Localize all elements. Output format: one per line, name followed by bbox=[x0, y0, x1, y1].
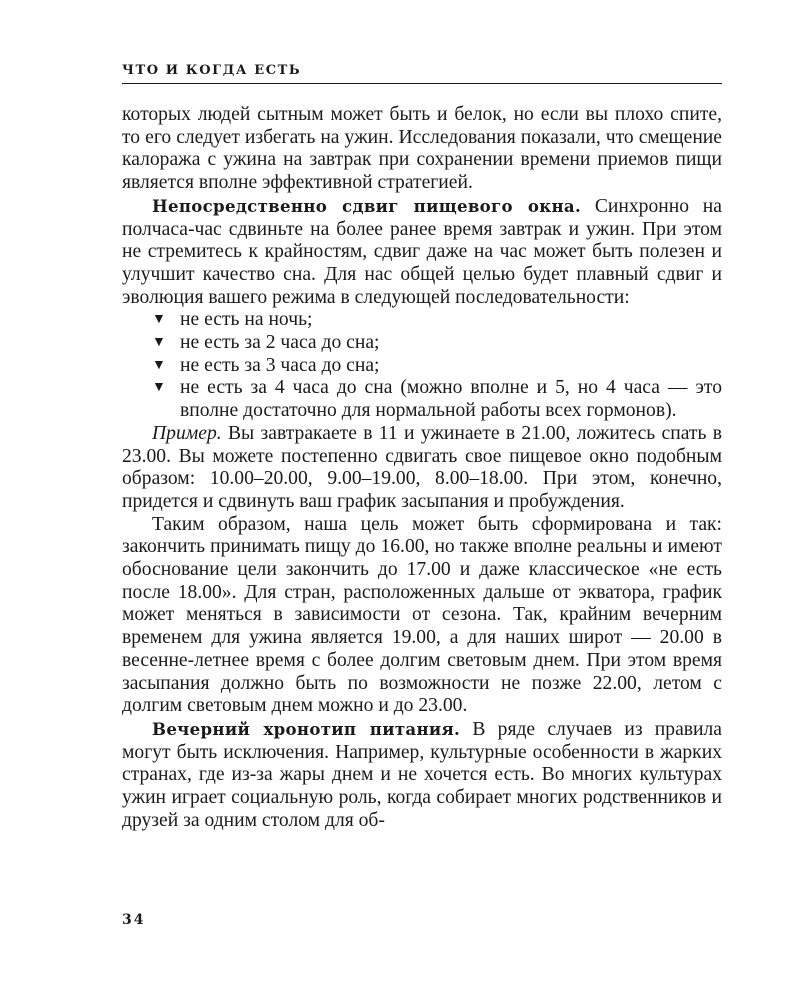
triangle-bullet-icon: ▼ bbox=[152, 357, 166, 373]
triangle-bullet-icon: ▼ bbox=[152, 335, 166, 351]
paragraph-evening-chronotype bbox=[122, 718, 722, 833]
paragraph-shift-window bbox=[122, 195, 722, 310]
list-item-text: не есть на ночь; bbox=[180, 309, 313, 331]
triangle-bullet-icon: ▼ bbox=[152, 380, 166, 396]
paragraph-goal: Таким образом, наша цель может быть сформирована и так: закончить принимать пищу до 16.00, но также вполне реальны и имеют обоснование цели закончить до 17.00 и даже классическое «не есть после 18.00». Для стран, расположенных дальше от экватора, график может меняться в зависимости от сезона. Так, крайним вечерним временем для ужина является 19.00, а для наших широт — 20.00 в весенне-летнее время с более долгим световым днем. При этом время засыпания должно быть по возможности не позже 22.00, летом с долгим световым днем можно и до 23.00. bbox=[122, 513, 722, 717]
page-number: 34 bbox=[122, 912, 146, 928]
list-item-text: не есть за 3 часа до сна; bbox=[180, 354, 380, 376]
list-item-text: не есть за 4 часа до сна (можно вполне и 5, но 4 часа — это вполне достаточно для нормальной работы всех гормонов). bbox=[180, 377, 722, 422]
paragraph-heading: Вечерний хронотип питания. bbox=[152, 718, 461, 739]
body-text bbox=[122, 104, 722, 833]
list-item bbox=[152, 354, 722, 378]
paragraph-text: Вы завтракаете в 11 и ужинаете в 21.00, ложитесь спать в 23.00. Вы можете постепенно сдвигать свое пищевое окно подобным образом: 10.00–20.00, 9.00–19.00, 8.00–18.00. При этом, конечно, придется и сдвинуть ваш график засыпания и пробуждения. bbox=[122, 422, 722, 512]
triangle-bullet-icon: ▼ bbox=[152, 312, 166, 328]
bullet-list bbox=[122, 309, 722, 423]
paragraph-text: В ряде случаев из правила могут быть исключения. Например, культурные особенности в жарких странах, где из-за жары днем и не хочется есть. Во многих культурах ужин играет социальную роль, когда собирает многих родственников и друзей за одним столом для об- bbox=[122, 718, 722, 831]
paragraph-heading: Непосредственно сдвиг пищевого окна. bbox=[152, 195, 582, 216]
paragraph-example bbox=[122, 423, 722, 514]
list-item bbox=[152, 332, 722, 355]
list-item bbox=[152, 309, 722, 332]
header-rule bbox=[122, 83, 722, 84]
example-label: Пример. bbox=[152, 422, 222, 444]
list-item bbox=[152, 377, 722, 422]
running-head: ЧТО И КОГДА ЕСТЬ bbox=[122, 63, 302, 78]
paragraph-text: Синхронно на полчаса-час сдвиньте на более ранее время завтрак и ужин. При этом не стремитесь к крайностям, сдвиг даже на час может быть полезен и улучшит качество сна. Для нас общей целью будет плавный сдвиг и эволюция вашего режима в следующей последовательности: bbox=[122, 195, 722, 308]
paragraph-continued: которых людей сытным может быть и белок, но если вы плохо спите, то его следует избегать на ужин. Исследования показали, что смещение калоража с ужина на завтрак при сохранении времени приемов пищи является вполне эффективной стратегией. bbox=[122, 104, 722, 194]
list-item-text: не есть за 2 часа до сна; bbox=[180, 332, 380, 354]
